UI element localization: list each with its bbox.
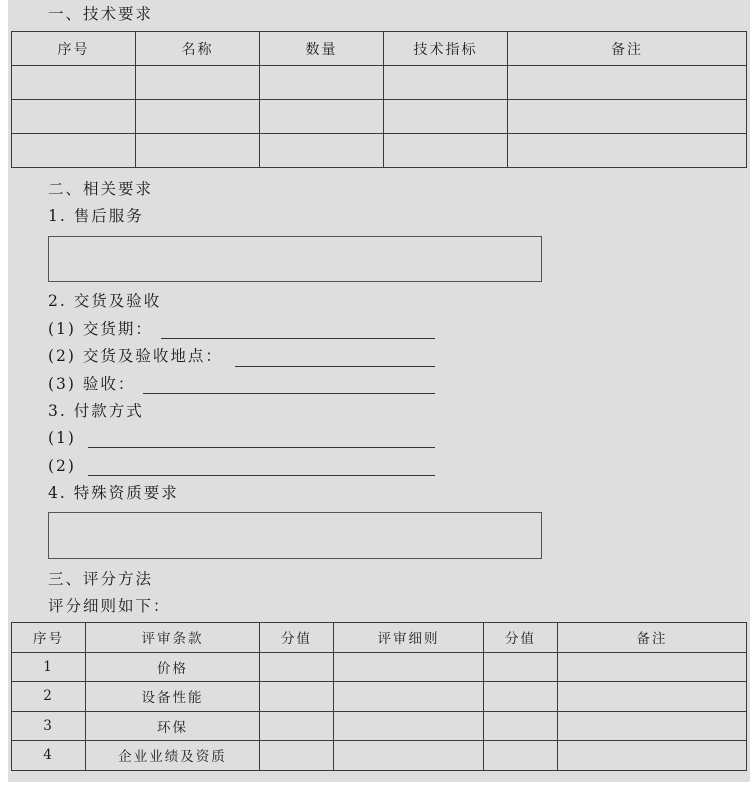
table-cell[interactable] [334, 682, 484, 712]
payment-method-label: 3. 付款方式 [48, 402, 144, 420]
delivery-period-label: (1) 交货期： [48, 320, 153, 338]
row-index: 3 [12, 711, 86, 741]
payment-item-1-label: (1) [48, 429, 76, 447]
table-cell[interactable] [136, 66, 260, 100]
table-header-row [12, 32, 747, 66]
table-cell[interactable] [12, 134, 136, 168]
col-header-index: 序号 [12, 623, 86, 653]
delivery-acceptance-label: 2. 交货及验收 [48, 292, 162, 310]
table-cell[interactable] [260, 134, 384, 168]
payment-item-1-field[interactable] [88, 447, 435, 448]
table-cell[interactable] [334, 652, 484, 682]
table-row [12, 134, 747, 168]
table-cell[interactable] [484, 682, 558, 712]
payment-item-2-field[interactable] [88, 475, 435, 476]
after-sales-label: 1. 售后服务 [48, 207, 144, 225]
section1-heading: 一、技术要求 [48, 5, 154, 23]
table-cell[interactable] [384, 134, 508, 168]
section3-heading: 三、评分方法 [48, 570, 154, 588]
table-cell[interactable] [558, 652, 747, 682]
table-cell[interactable] [260, 652, 334, 682]
col-header-score-2: 分值 [484, 623, 558, 653]
section2-heading: 二、相关要求 [48, 180, 154, 198]
col-header-remarks: 备注 [508, 32, 747, 66]
table-row [12, 741, 747, 771]
tech-requirements-table [11, 31, 747, 168]
table-cell[interactable] [260, 100, 384, 134]
table-cell[interactable] [260, 711, 334, 741]
table-cell[interactable] [384, 66, 508, 100]
table-cell[interactable] [484, 711, 558, 741]
document-page [8, 0, 750, 782]
table-cell[interactable] [558, 741, 747, 771]
row-criteria: 设备性能 [86, 682, 260, 712]
delivery-period-field[interactable] [161, 338, 435, 339]
acceptance-label: (3) 验收： [48, 375, 136, 393]
table-header-row [12, 623, 747, 653]
table-cell[interactable] [260, 741, 334, 771]
scoring-table [11, 622, 747, 771]
table-row [12, 66, 747, 100]
col-header-spec: 技术指标 [384, 32, 508, 66]
table-cell[interactable] [384, 100, 508, 134]
table-row [12, 100, 747, 134]
table-cell[interactable] [484, 741, 558, 771]
col-header-index: 序号 [12, 32, 136, 66]
scoring-intro: 评分细则如下： [48, 597, 171, 615]
table-cell[interactable] [508, 66, 747, 100]
special-qualification-input[interactable] [48, 512, 542, 559]
col-header-name: 名称 [136, 32, 260, 66]
row-criteria: 企业业绩及资质 [86, 741, 260, 771]
delivery-place-field[interactable] [235, 366, 435, 367]
table-cell[interactable] [260, 66, 384, 100]
after-sales-input[interactable] [48, 236, 542, 282]
payment-item-2-label: (2) [48, 457, 76, 475]
row-index: 1 [12, 652, 86, 682]
table-row [12, 652, 747, 682]
row-criteria: 价格 [86, 652, 260, 682]
delivery-place-label: (2) 交货及验收地点： [48, 347, 223, 365]
table-cell[interactable] [484, 652, 558, 682]
row-criteria: 环保 [86, 711, 260, 741]
row-index: 2 [12, 682, 86, 712]
table-cell[interactable] [136, 100, 260, 134]
table-cell[interactable] [260, 682, 334, 712]
col-header-remarks: 备注 [558, 623, 747, 653]
table-cell[interactable] [12, 66, 136, 100]
table-row [12, 711, 747, 741]
table-cell[interactable] [508, 134, 747, 168]
table-cell[interactable] [334, 711, 484, 741]
table-cell[interactable] [334, 741, 484, 771]
table-row [12, 682, 747, 712]
table-cell[interactable] [558, 711, 747, 741]
row-index: 4 [12, 741, 86, 771]
table-cell[interactable] [12, 100, 136, 134]
col-header-detail: 评审细则 [334, 623, 484, 653]
table-cell[interactable] [508, 100, 747, 134]
acceptance-field[interactable] [143, 393, 435, 394]
col-header-quantity: 数量 [260, 32, 384, 66]
table-cell[interactable] [558, 682, 747, 712]
col-header-criteria: 评审条款 [86, 623, 260, 653]
special-qualification-label: 4. 特殊资质要求 [48, 484, 179, 502]
col-header-score: 分值 [260, 623, 334, 653]
table-cell[interactable] [136, 134, 260, 168]
